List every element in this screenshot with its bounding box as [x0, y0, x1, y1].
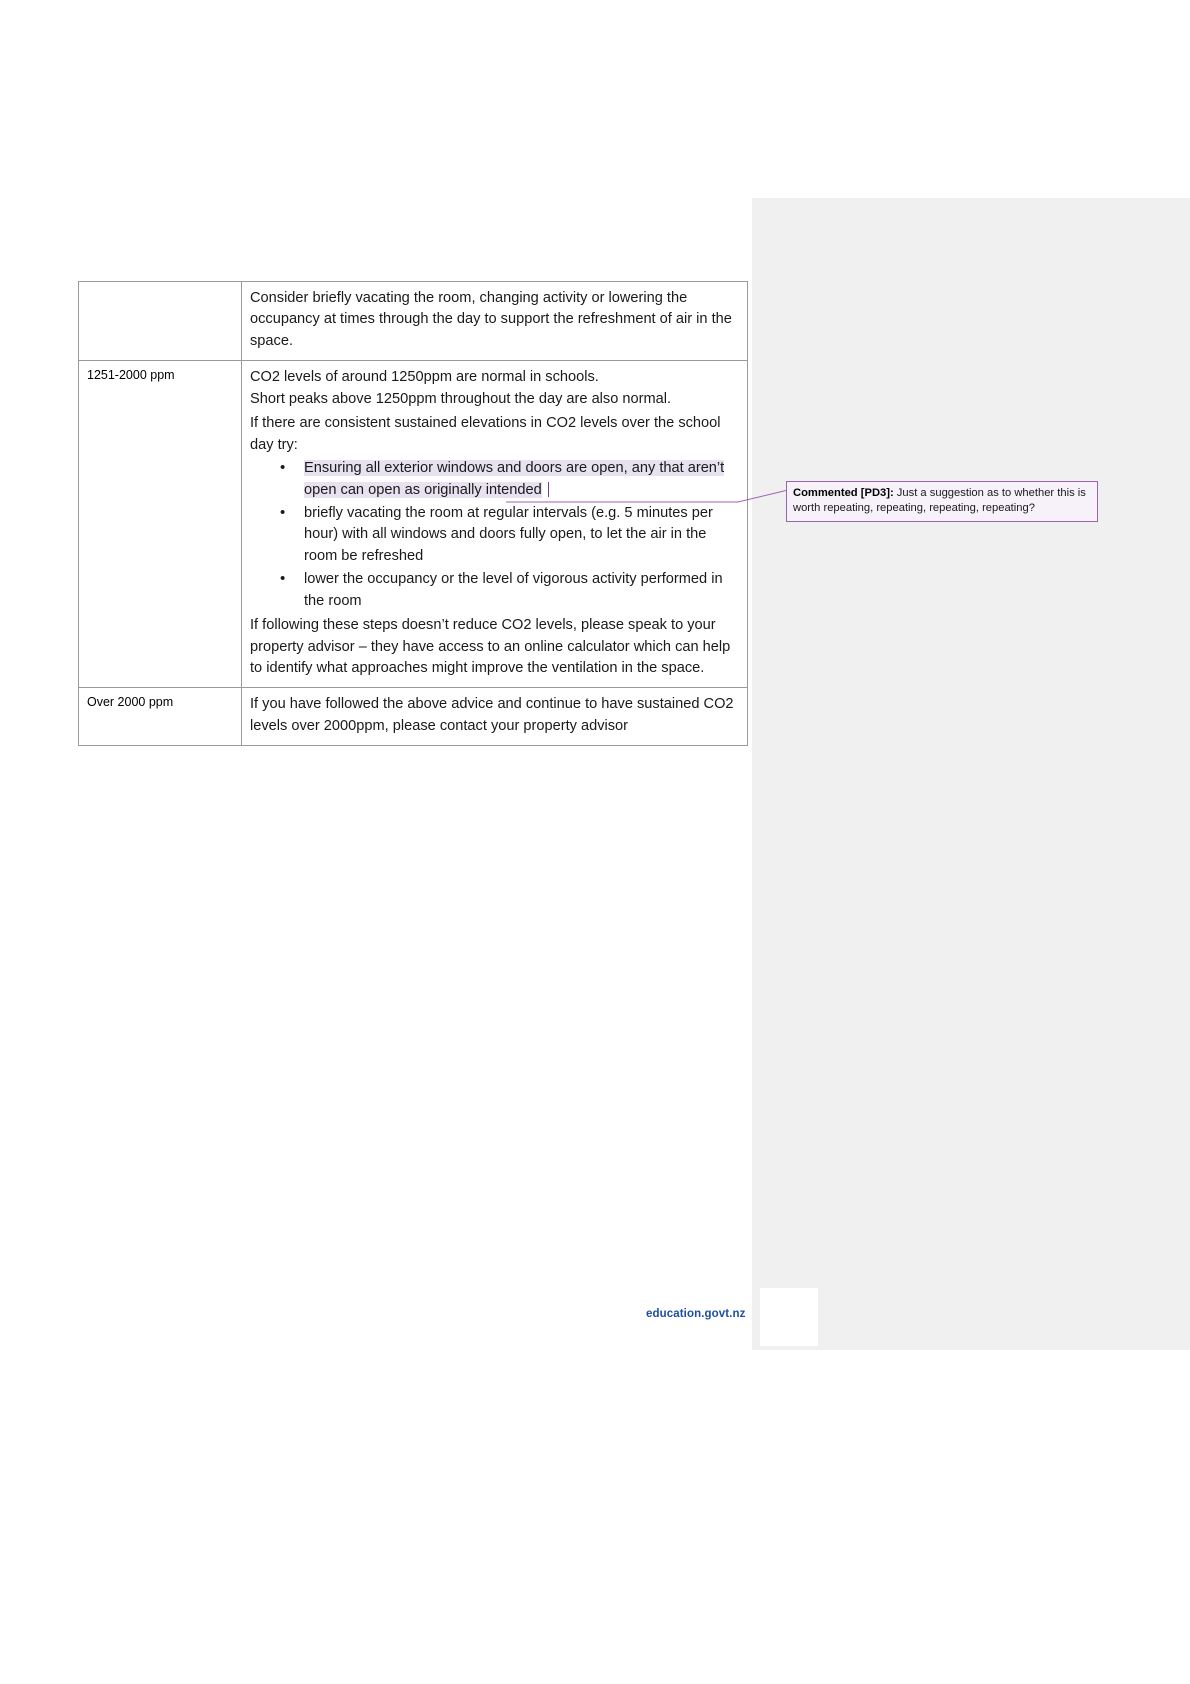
- guidance-cell: [242, 282, 748, 361]
- level-cell: 1251-2000 ppm: [79, 361, 242, 688]
- guidance-cell: [242, 688, 748, 746]
- list-item: • lower the occupancy or the level of vigorous activity performed in the room: [276, 569, 739, 612]
- paragraph: Consider briefly vacating the room, changing activity or lowering the occupancy at times through the day to support the refreshment of air in the space.: [250, 290, 732, 349]
- comment-author: Commented [PD3]:: [793, 487, 894, 499]
- level-cell: [79, 282, 242, 361]
- footer-logo-placeholder: [760, 1288, 818, 1346]
- paragraph: If there are consistent sustained elevations in CO2 levels over the school day try:: [250, 415, 721, 453]
- guidance-bullet-list: [250, 458, 739, 612]
- highlighted-text: Ensuring all exterior windows and doors are open, any that aren’t open can open as originally intended: [304, 460, 725, 498]
- co2-guidance-table: [78, 281, 748, 746]
- list-item: [276, 458, 739, 501]
- table-row: [79, 361, 748, 688]
- comment-text: Just a suggestion as to whether this is worth repeating, repeating, repeating, repeating?: [793, 487, 1086, 514]
- paragraph: CO2 levels of around 1250ppm are normal in schools.: [250, 369, 599, 386]
- paragraph: Short peaks above 1250ppm throughout the day are also normal.: [250, 390, 672, 407]
- comment-anchor-caret: [548, 482, 549, 497]
- guidance-cell: [242, 361, 748, 688]
- paragraph: If you have followed the above advice and continue to have sustained CO2 levels over 2000ppm, please contact your property advisor: [250, 696, 734, 734]
- comment-margin-strip: [752, 198, 1190, 1350]
- paragraph: If following these steps doesn’t reduce CO2 levels, please speak to your property advisor – they have access to an online calculator which can help to identify what approaches might improve the ventilation in the space.: [250, 617, 731, 676]
- footer-website-link[interactable]: education.govt.nz: [646, 1308, 746, 1320]
- table-row: [79, 282, 748, 361]
- comment-balloon[interactable]: [786, 481, 1098, 522]
- table-row: [79, 688, 748, 746]
- list-item: • briefly vacating the room at regular intervals (e.g. 5 minutes per hour) with all windows and doors fully open, to let the air in the room be refreshed: [276, 503, 739, 567]
- level-cell: Over 2000 ppm: [79, 688, 242, 746]
